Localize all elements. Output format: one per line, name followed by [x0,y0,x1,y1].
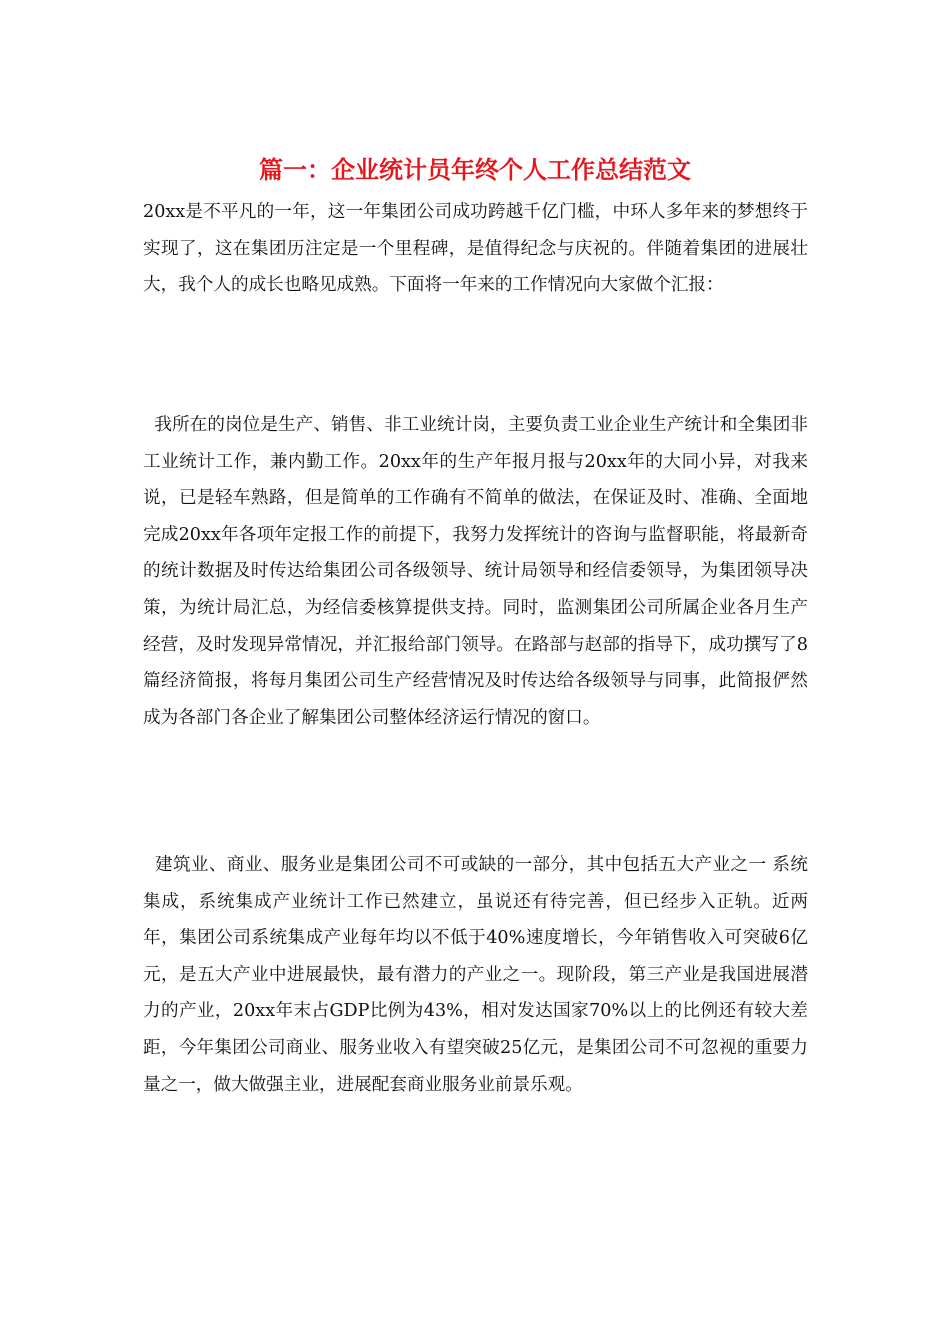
paragraph-job-duties: 我所在的岗位是生产、销售、非工业统计岗，主要负责工业企业生产统计和全集团非工业统计工作，兼内勤工作。20xx年的生产年报月报与20xx年的大同小异，对我来说，已是轻车熟路，但是简单的工作确有不简单的做法，在保证及时、准确、全面地完成20xx年各项年定报工作的前提下，我努力发挥统计的咨询与监督职能，将最新奇的统计数据及时传达给集团公司各级领导、统计局领导和经信委领导，为集团领导决策，为统计局汇总，为经信委核算提供支持。同时，监测集团公司所属企业各月生产经营，及时发现异常情况，并汇报给部门领导。在路部与赵部的指导下，成功撰写了8篇经济简报，将每月集团公司生产经营情况及时传达给各级领导与同事，此简报俨然成为各部门各企业了解集团公司整体经济运行情况的窗口。 [143,415,808,728]
paragraph-intro: 20xx是不平凡的一年，这一年集团公司成功跨越千亿门槛，中环人多年来的梦想终于实现了，这在集团历注定是一个里程碑，是值得纪念与庆祝的。伴随着集团的进展壮大，我个人的成长也略见成熟。下面将一年来的工作情况向大家做个汇报： [143,202,808,296]
document-title: 篇一：企业统计员年终个人工作总结范文 [259,155,691,184]
paragraph-industry-outlook: 建筑业、商业、服务业是集团公司不可或缺的一部分，其中包括五大产业之一 系统集成，系统集成产业统计工作已然建立，虽说还有待完善，但已经步入正轨。近两年，集团公司系统集成产业每年均以不低于40%速度增长，今年销售收入可突破6亿元，是五大产业中进展最快，最有潜力的产业之一。现阶段，第三产业是我国进展潜力的产业，20xx年末占GDP比例为43%，相对发达国家70%以上的比例还有较大差距，今年集团公司商业、服务业收入有望突破25亿元，是集团公司不可忽视的重要力量之一，做大做强主业，进展配套商业服务业前景乐观。 [143,855,808,1095]
